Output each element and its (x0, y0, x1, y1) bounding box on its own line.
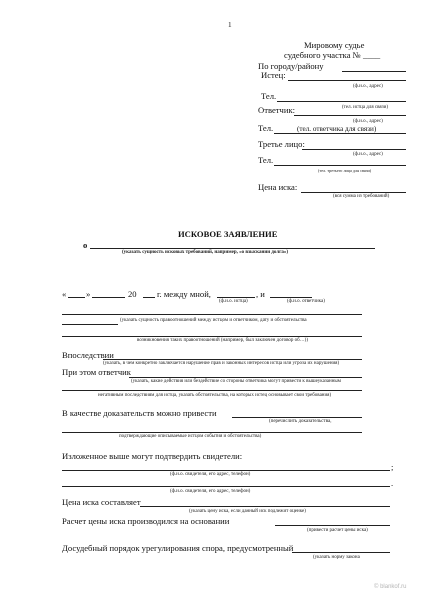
third-party-phone-line (274, 165, 406, 166)
defendant-actions-line-1 (129, 377, 362, 378)
pretrial-label: Досудебный порядок урегулирования спора, предусмотренный (62, 543, 294, 553)
calculation-label: Расчет цены иска производился на основании (62, 516, 230, 526)
defendant-phone-label: Тел. (258, 123, 274, 133)
defendant-name-hint: (ф.и.о. ответчика) (287, 299, 325, 304)
date-year: 20 (128, 289, 137, 299)
witnesses-hint-2: (ф.и.о. свидетеля, его адрес, телефон) (170, 489, 251, 494)
evidence-hint-1: (перечислить доказательства, (269, 419, 332, 424)
plaintiff-phone-label: Тел. (261, 91, 277, 101)
claim-value-line (301, 192, 406, 193)
relations-line-2 (62, 324, 118, 325)
plaintiff-phone-line (277, 101, 406, 102)
header-judge: Мировому судье (304, 40, 365, 50)
year-line (143, 297, 155, 298)
defendant-line (294, 115, 406, 116)
plaintiff-name-hint: (ф.и.о. истца) (219, 299, 248, 304)
header-court: судебного участка № ____ (284, 50, 381, 60)
defendant-phone-hint: (тел. ответчика для связи) (297, 125, 377, 133)
claim-value-label: Цена иска: (258, 182, 298, 192)
defendant-phone-line (274, 133, 406, 134)
third-party-hint: (ф.и.о., адрес) (353, 152, 383, 157)
month-line (92, 297, 125, 298)
relations-hint-1: (указать сущность правоотношений между истцом и ответчиком, дату и обстоятельства (120, 318, 307, 323)
witnesses-semicolon: ; (391, 462, 394, 472)
defendant-label: Ответчик: (258, 105, 296, 115)
claim-value-hint: (вся сумма из требований) (333, 194, 390, 199)
plaintiff-label: Истец: (261, 70, 286, 80)
relations-line-1 (62, 314, 362, 315)
relations-hint-2: возникновения таких правоотношений (например, был заключен договор об…)) (137, 338, 309, 343)
consequences-label: Впоследствии (62, 350, 114, 360)
pretrial-hint: (указать норму закона (313, 555, 360, 560)
consequences-line (103, 359, 362, 360)
page-number: 1 (228, 21, 232, 29)
plaintiff-phone-hint: (тел. истца для связи) (342, 105, 389, 110)
witnesses-hint-1: (ф.и.о. свидетеля, его адрес, телефон) (170, 472, 251, 477)
claim-price-hint: (указать цену иска, если данный иск подлежит оценке) (189, 509, 306, 514)
calculation-hint: (привести расчет цены иска) (307, 528, 368, 533)
third-party-phone-label: Тел. (258, 155, 274, 165)
consequences-hint: (указать, в чем конкретно заключается нарушение прав и законных интересов истца или угроза их нарушения) (103, 361, 340, 366)
witnesses-line-1 (62, 470, 390, 471)
subject-hint: (указать сущность исковых требований, например, «о взыскании долга») (122, 250, 289, 255)
calculation-line (275, 525, 390, 526)
defendant-name-line (270, 297, 312, 298)
subject-prefix: о (83, 240, 88, 250)
third-party-phone-hint: (тел. третьего лица для связи) (318, 168, 372, 173)
evidence-line-1 (232, 417, 362, 418)
subject-line (90, 248, 375, 249)
third-party-label: Третье лицо: (258, 139, 305, 149)
evidence-hint-2: подтверждающие описываемые истцом события и обстоятельства) (119, 434, 262, 439)
day-line (68, 297, 85, 298)
plaintiff-name-line (217, 297, 255, 298)
witnesses-period: . (391, 478, 394, 488)
evidence-label: В качестве доказательств можно привести (62, 408, 217, 418)
date-text: г. между мной, (157, 289, 211, 299)
defendant-actions-label: При этом ответчик (62, 367, 131, 377)
claim-price-line (140, 506, 390, 507)
pretrial-line (292, 552, 390, 553)
claim-price-label: Цена иска составляет (62, 497, 141, 507)
witnesses-line-2 (62, 486, 390, 487)
date-open-quote: « (62, 289, 67, 299)
plaintiff-hint: (ф.и.о., адрес) (353, 84, 383, 89)
witnesses-label: Изложенное выше могут подтвердить свидетели: (62, 451, 243, 461)
defendant-actions-line-2 (62, 390, 362, 391)
defendant-actions-hint-2: негативным последствиям для истца, указать обстоятельства, на которых истец основывает свои требования) (98, 393, 332, 398)
defendant-hint: (ф.и.о., адрес) (353, 119, 383, 124)
plaintiff-line (288, 80, 406, 81)
third-party-line (302, 149, 406, 150)
relations-line-3 (62, 336, 362, 337)
watermark: © blankof.ru (374, 584, 407, 590)
document-title: ИСКОВОЕ ЗАЯВЛЕНИЕ (178, 229, 278, 239)
date-and: , и (256, 289, 265, 299)
header-city: По городу/району (258, 61, 324, 71)
date-close-quote: » (86, 289, 91, 299)
defendant-actions-hint-1: (указать, какие действия или бездействие со стороны ответчика могут привести к вышеуказанным (131, 379, 341, 384)
evidence-line-2 (62, 432, 362, 433)
city-line (342, 71, 406, 72)
